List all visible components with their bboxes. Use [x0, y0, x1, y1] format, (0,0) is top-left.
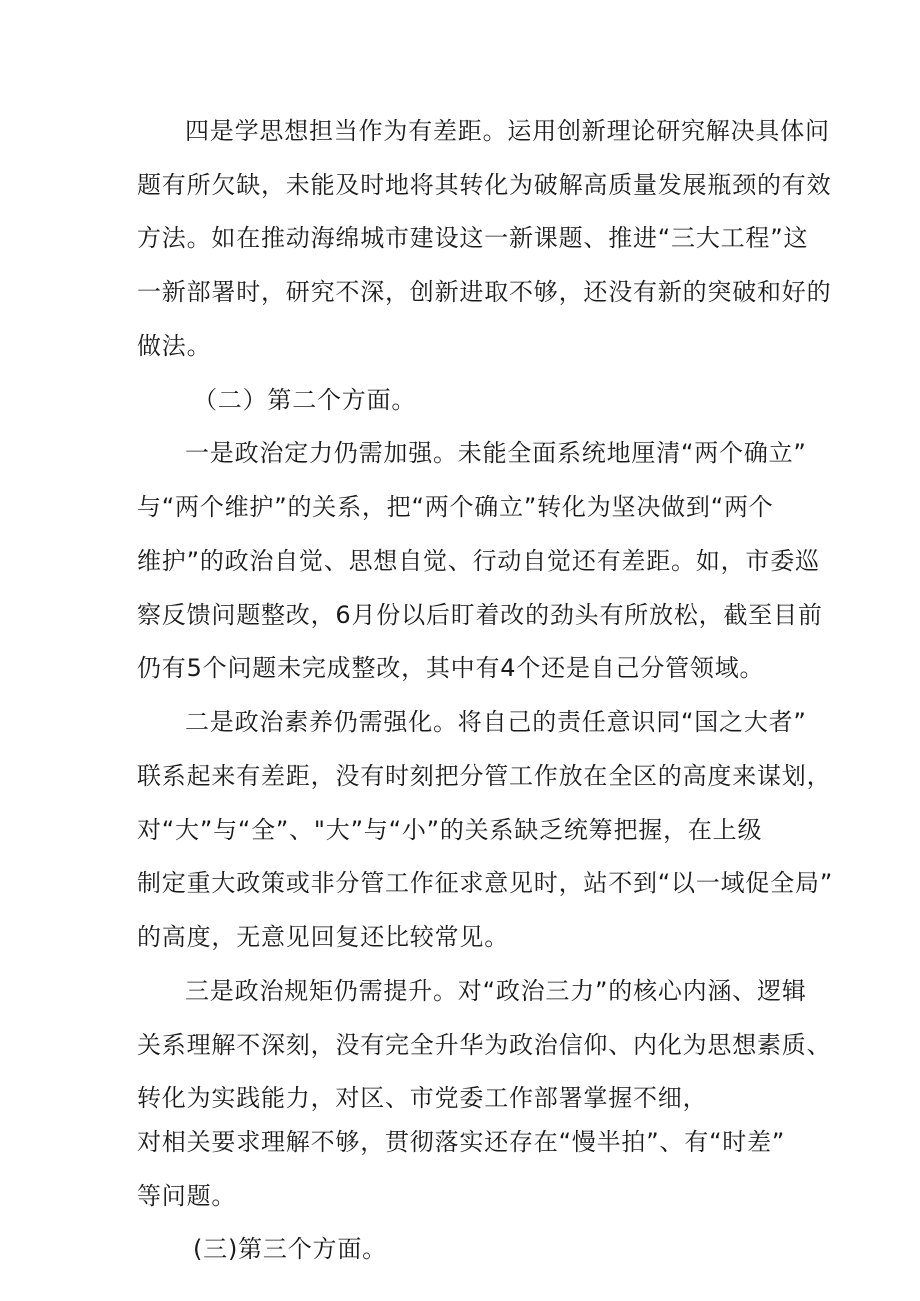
- text-line: 对“大”与“全”、"大”与“小”的关系缺乏统筹把握，在上级: [137, 816, 763, 844]
- text-line: 一新部署时，研究不深，创新进取不够，还没有新的突破和好的: [137, 278, 832, 306]
- text-line: 转化为实践能力，对区、市党委工作部署掌握不细，: [137, 1084, 708, 1112]
- text-line: 的高度，无意见回复还比较常见。: [137, 923, 509, 951]
- text-line: 四是学思想担当作为有差距。运用创新理论研究解决具体问: [185, 117, 830, 145]
- text-line: 做法。: [137, 332, 212, 360]
- text-line: 制定重大政策或非分管工作征求意见时，站不到“以一域促全局”: [137, 869, 834, 897]
- text-line: 对相关要求理解不够，贯彻落实还存在“慢半拍”、有“时差”: [137, 1128, 786, 1156]
- text-line: 关系理解不深刻，没有完全升华为政治信仰、内化为思想素质、: [137, 1031, 832, 1059]
- text-line: 等问题。: [137, 1182, 237, 1210]
- text-line: 三是政治规矩仍需提升。对“政治三力”的核心内涵、逻辑: [185, 977, 807, 1005]
- text-line: 维护”的政治自觉、思想自觉、行动自觉还有差距。如，市委巡: [137, 547, 820, 575]
- text-line: 二是政治素养仍需强化。将自己的责任意识同“国之大者”: [185, 708, 807, 736]
- section-heading: （二）第二个方面。: [193, 386, 417, 414]
- text-line: 一是政治定力仍需加强。未能全面系统地厘清“两个确立”: [185, 439, 807, 467]
- text-line: 联系起来有差距，没有时刻把分管工作放在全区的高度来谋划，: [137, 762, 832, 790]
- text-line: 仍有5个问题未完成整改，其中有4个还是自己分管领域。: [137, 654, 765, 682]
- text-line: 与“两个维护”的关系，把“两个确立”转化为坚决做到“两个: [137, 493, 774, 521]
- text-line: 题有所欠缺，未能及时地将其转化为破解高质量发展瓶颈的有效: [137, 171, 832, 199]
- text-line: 察反馈问题整改，6月份以后盯着改的劲头有所放松，截至目前: [137, 601, 823, 629]
- text-line: 方法。如在推动海绵城市建设这一新课题、推进“三大工程”这: [137, 224, 809, 252]
- section-heading: (三)第三个方面。: [193, 1235, 387, 1263]
